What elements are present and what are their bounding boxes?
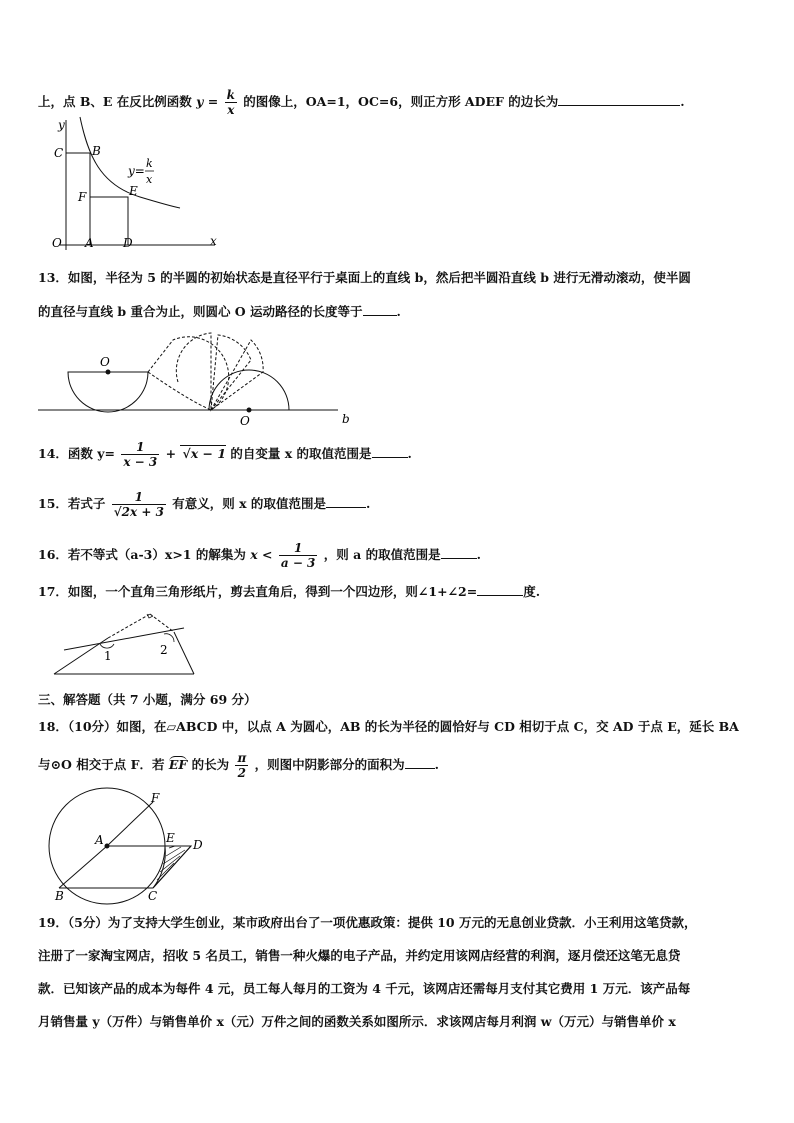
label-x: x	[210, 234, 217, 248]
q15-fraction	[112, 490, 166, 519]
q17-end: 度.	[523, 584, 541, 599]
q15-end: .	[365, 496, 371, 511]
label-E: E	[129, 184, 138, 198]
curve-label-y: y=	[128, 164, 145, 178]
q14-fraction	[121, 440, 159, 469]
answer-blank	[372, 443, 408, 458]
label-O-start: O	[100, 355, 110, 369]
q15-suffix: 有意义，则 x 的取值范围是	[172, 496, 326, 511]
label-A: A	[85, 236, 94, 250]
question-19-line4: 月销售量 y（万件）与销售单价 x（元）万件之间的函数关系如图所示．求该网店每月利润 w（万元）与销售单价 x	[38, 1014, 676, 1029]
label-C: C	[54, 146, 64, 160]
q16-fraction	[279, 541, 318, 570]
question-19-line3: 款．已知该产品的成本为每件 4 元，员工每人每月的工资为 4 千元，该网店还需每月支付其它费用 1 万元．该产品每	[38, 981, 691, 996]
answer-blank	[405, 754, 435, 769]
q14-sqrt: √x − 1	[182, 446, 227, 461]
q15-frac-den: √2x + 3	[113, 505, 164, 519]
label-A: A	[95, 833, 104, 847]
question-13-line2	[38, 301, 401, 322]
question-14	[38, 440, 412, 469]
q14-prefix: 14．函数 y=	[38, 446, 115, 461]
q16-frac-num: 1	[279, 541, 318, 556]
question-16	[38, 541, 481, 570]
q12-prefix: 上，点 B、E 在反比例函数	[38, 94, 192, 109]
q16-ineq: x <	[250, 547, 273, 562]
answer-blank	[363, 301, 397, 316]
answer-blank	[441, 544, 477, 559]
q18-fraction	[235, 751, 248, 780]
q16-frac-den: a − 3	[280, 556, 316, 570]
angle-1-label: 1	[104, 649, 112, 663]
q12-fraction	[225, 88, 237, 117]
q18-end: .	[434, 757, 439, 772]
question-15	[38, 490, 370, 519]
q18-frac-den: 2	[237, 766, 247, 780]
question-17	[38, 581, 540, 602]
label-O-end: O	[240, 414, 250, 428]
q12-suffix: 的图像上，OA=1，OC=6，则正方形 ADEF 的边长为	[243, 94, 559, 109]
label-O: O	[52, 236, 62, 250]
label-D: D	[123, 236, 133, 250]
question-18-line1: 18．（10分）如图，在▱ABCD 中，以点 A 为圆心，AB 的长为半径的圆恰好与 CD 相切于点 C，交 AD 于点 E，延长 BA	[38, 719, 739, 734]
figure-13-rolling-semicircle	[38, 330, 358, 430]
answer-blank	[477, 581, 523, 596]
angle-2-label: 2	[160, 643, 168, 657]
curve-label-k: k	[146, 157, 153, 170]
question-13-line1: 13．如图，半径为 5 的半圆的初始状态是直径平行于桌面上的直线 b，然后把半圆沿直线 b 进行无滑动滚动，使半圆	[38, 270, 691, 285]
answer-blank	[558, 91, 680, 106]
question-12-text	[38, 88, 685, 117]
q12-func-y: y =	[196, 94, 219, 109]
label-b: b	[342, 412, 350, 426]
q14-frac-num: 1	[121, 440, 159, 455]
label-B: B	[92, 144, 101, 158]
q17-text: 17．如图，一个直角三角形纸片，剪去直角后，得到一个四边形，则∠1+∠2=	[38, 584, 478, 599]
q18-line2-suffix: ，则图中阴影部分的面积为	[254, 757, 405, 772]
q16-suffix: ，则 a 的取值范围是	[323, 547, 441, 562]
label-D: D	[193, 838, 203, 852]
question-18-line2	[38, 751, 439, 780]
answer-blank	[326, 493, 366, 508]
label-F: F	[151, 791, 160, 805]
q18-line2-prefix: 与⊙O 相交于点 F．若	[38, 757, 165, 772]
section-3-heading: 三、解答题（共 7 小题，满分 69 分）	[38, 692, 257, 707]
q18-line2-mid: 的长为	[191, 757, 230, 772]
label-E: E	[166, 831, 175, 845]
q18-arc-EF: EF	[168, 757, 188, 772]
q13-line2-text: 的直径与直线 b 重合为止，则圆心 O 运动路径的长度等于	[38, 304, 363, 319]
figure-12-hyperbola	[40, 115, 230, 255]
q15-prefix: 15．若式子	[38, 496, 106, 511]
q12-end: .	[680, 94, 685, 109]
q18-frac-num: π	[237, 751, 247, 765]
q15-frac-num: 1	[112, 490, 166, 505]
question-19-line2: 注册了一家淘宝网店，招收 5 名员工，销售一种火爆的电子产品，并约定用该网店经营的利润，逐月偿还这笔无息贷	[38, 948, 681, 963]
q12-frac-num: k	[226, 88, 235, 102]
q14-end: .	[407, 446, 412, 461]
label-F: F	[78, 190, 87, 204]
q14-sqrt-arg: x − 1	[190, 446, 227, 461]
q15-sqrt-arg: 2x + 3	[121, 505, 164, 519]
label-C: C	[148, 889, 158, 903]
q16-end: .	[476, 547, 481, 562]
q12-frac-den: x	[227, 103, 235, 117]
q14-frac-den: x − 3	[123, 455, 158, 469]
question-19-line1: 19．（5分）为了支持大学生创业，某市政府出台了一项优惠政策：提供 10 万元的无息创业贷款．小王利用这笔贷款，	[38, 915, 697, 930]
q16-prefix: 16．若不等式（a-3）x>1 的解集为	[38, 547, 246, 562]
q14-suffix: 的自变量 x 的取值范围是	[230, 446, 372, 461]
figure-17-cut-triangle	[50, 610, 210, 680]
curve-label-x: x	[146, 173, 153, 186]
label-B: B	[55, 889, 64, 903]
label-y: y	[58, 118, 65, 132]
q13-end: .	[396, 304, 401, 319]
q14-plus: +	[165, 446, 177, 461]
figure-18-circle-parallelogram	[45, 790, 215, 903]
